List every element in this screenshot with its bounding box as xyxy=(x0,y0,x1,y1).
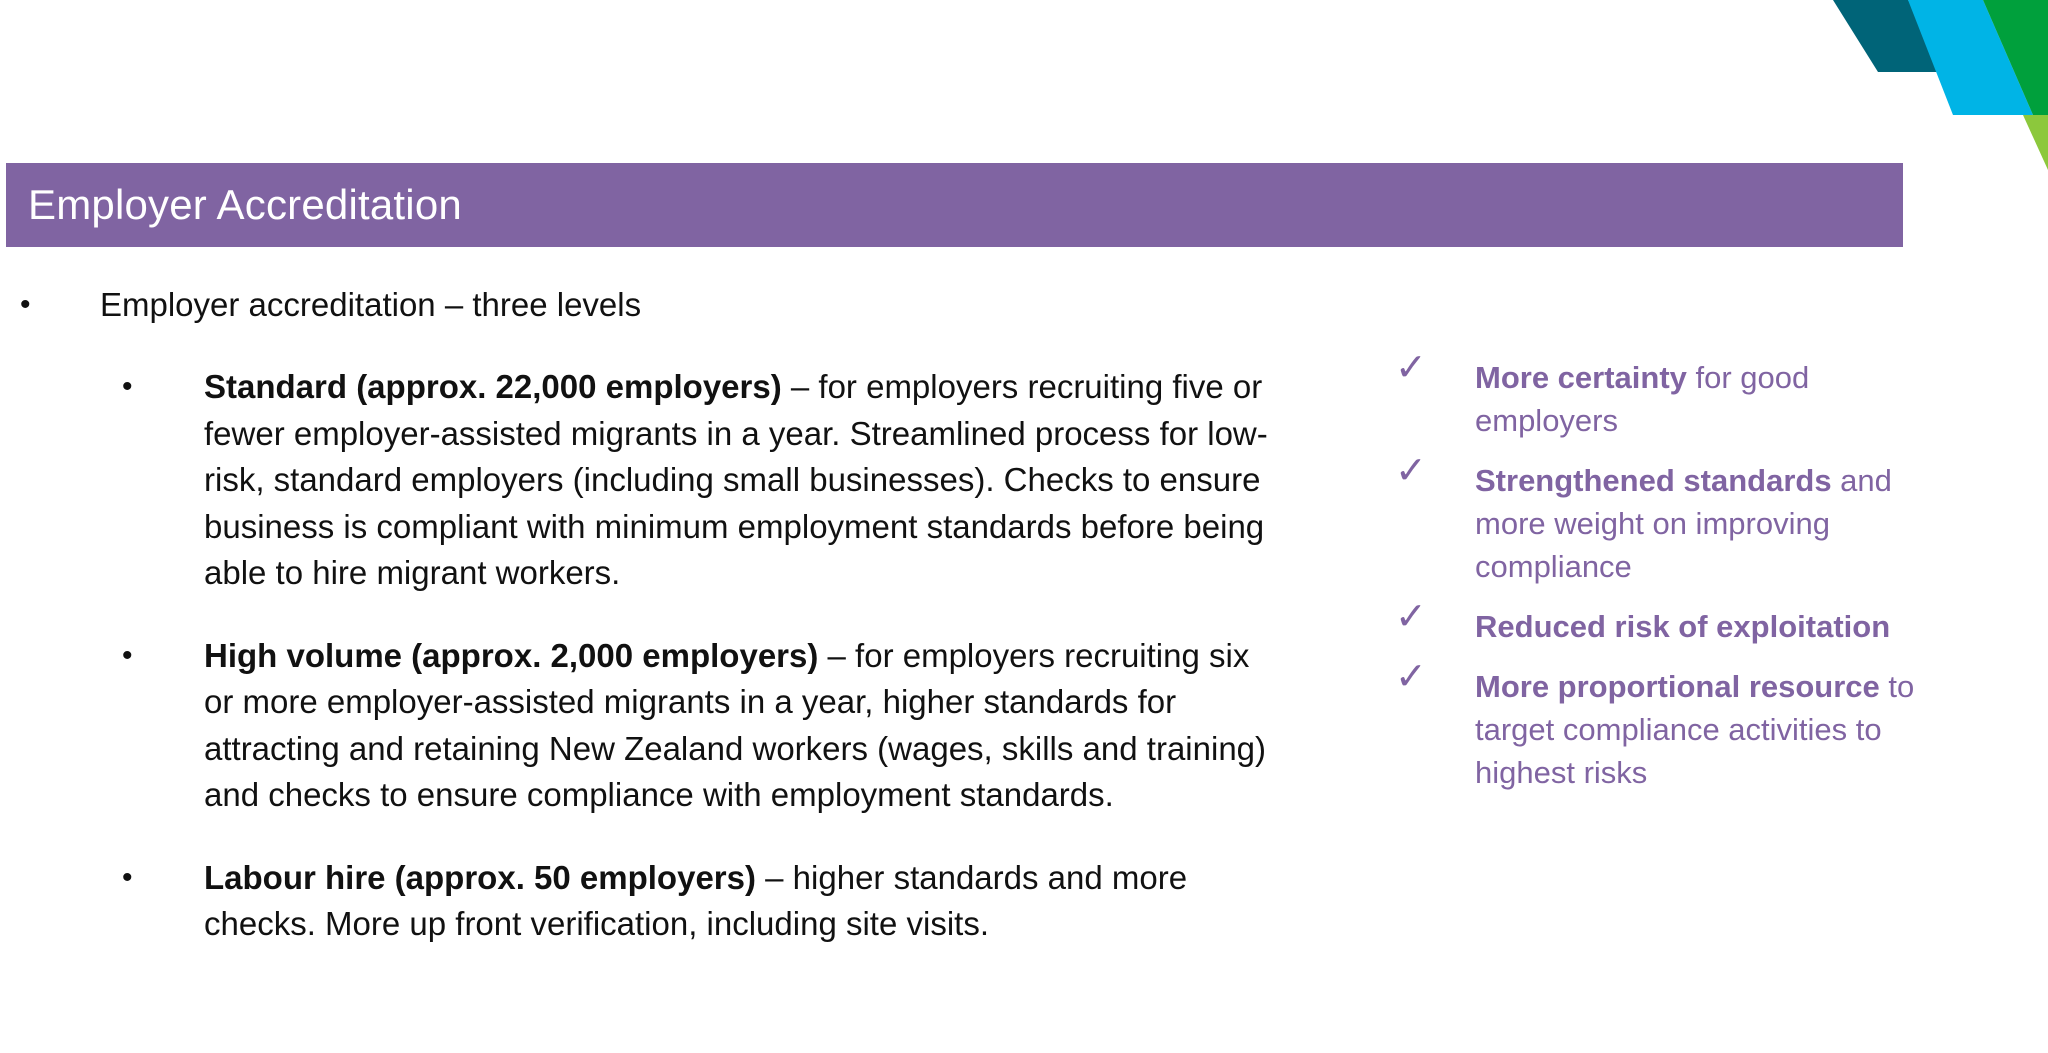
bullet-dot: • xyxy=(122,370,133,403)
benefit-detail: to target compliance activities to highest risks xyxy=(1475,669,1915,790)
benefit-highlight: More certainty xyxy=(1475,360,1687,395)
benefit-detail: and more weight on improving compliance xyxy=(1475,463,1892,584)
level-name: High volume (approx. 2,000 employers) xyxy=(204,636,819,674)
page-title: Employer Accreditation xyxy=(28,181,462,228)
benefits-list xyxy=(1395,345,1925,811)
brand-logo-graphic xyxy=(1778,0,2048,175)
checkmark-icon: ✓ xyxy=(1395,448,1427,492)
list-item-labour-hire xyxy=(122,855,1272,948)
level-name: Standard (approx. 22,000 employers) xyxy=(204,368,782,405)
level-detail: – for employers recruiting five or fewer employer-assisted migrants in a year. Streamlined process for low-risk, standard employers (including small businesses). Checks to ensure business is compliant with minimum employment standards before being able to hire migrant workers. xyxy=(204,368,1268,591)
accreditation-levels-list xyxy=(122,364,1272,984)
bullet-dot: • xyxy=(122,860,133,894)
bullet-dot: • xyxy=(20,288,31,321)
benefit-item xyxy=(1395,594,1925,648)
checkmark-icon: ✓ xyxy=(1395,594,1427,638)
intro-text: Employer accreditation – three levels xyxy=(100,286,642,323)
list-item-standard xyxy=(122,364,1272,597)
benefit-item xyxy=(1395,345,1925,442)
benefit-item xyxy=(1395,448,1925,588)
level-detail: – higher standards and more checks. More up front verification, including site visits. xyxy=(204,858,1188,942)
benefit-text xyxy=(1475,605,1890,648)
benefit-highlight: Strengthened standards xyxy=(1475,463,1832,498)
benefit-detail: for good employers xyxy=(1475,360,1810,438)
list-item-high-volume xyxy=(122,633,1272,819)
benefit-text xyxy=(1475,356,1925,442)
benefit-item xyxy=(1395,654,1925,794)
level-detail: – for employers recruiting six or more employer-assisted migrants in a year, higher standards for attracting and retaining New Zealand workers (wages, skills and training) and checks to ensure compliance with employment standards. xyxy=(204,636,1267,813)
level-name: Labour hire (approx. 50 employers) xyxy=(204,858,756,896)
benefit-text xyxy=(1475,665,1925,794)
benefit-highlight: Reduced risk of exploitation xyxy=(1475,609,1891,644)
benefit-text xyxy=(1475,459,1925,588)
checkmark-icon: ✓ xyxy=(1395,345,1427,389)
intro-bullet xyxy=(20,283,641,327)
level-description xyxy=(204,633,1272,819)
bullet-dot: • xyxy=(122,638,133,672)
benefit-highlight: More proportional resource xyxy=(1475,669,1880,704)
level-description xyxy=(204,855,1272,948)
title-bar xyxy=(6,163,1903,247)
level-description xyxy=(204,364,1272,597)
checkmark-icon: ✓ xyxy=(1395,654,1427,698)
